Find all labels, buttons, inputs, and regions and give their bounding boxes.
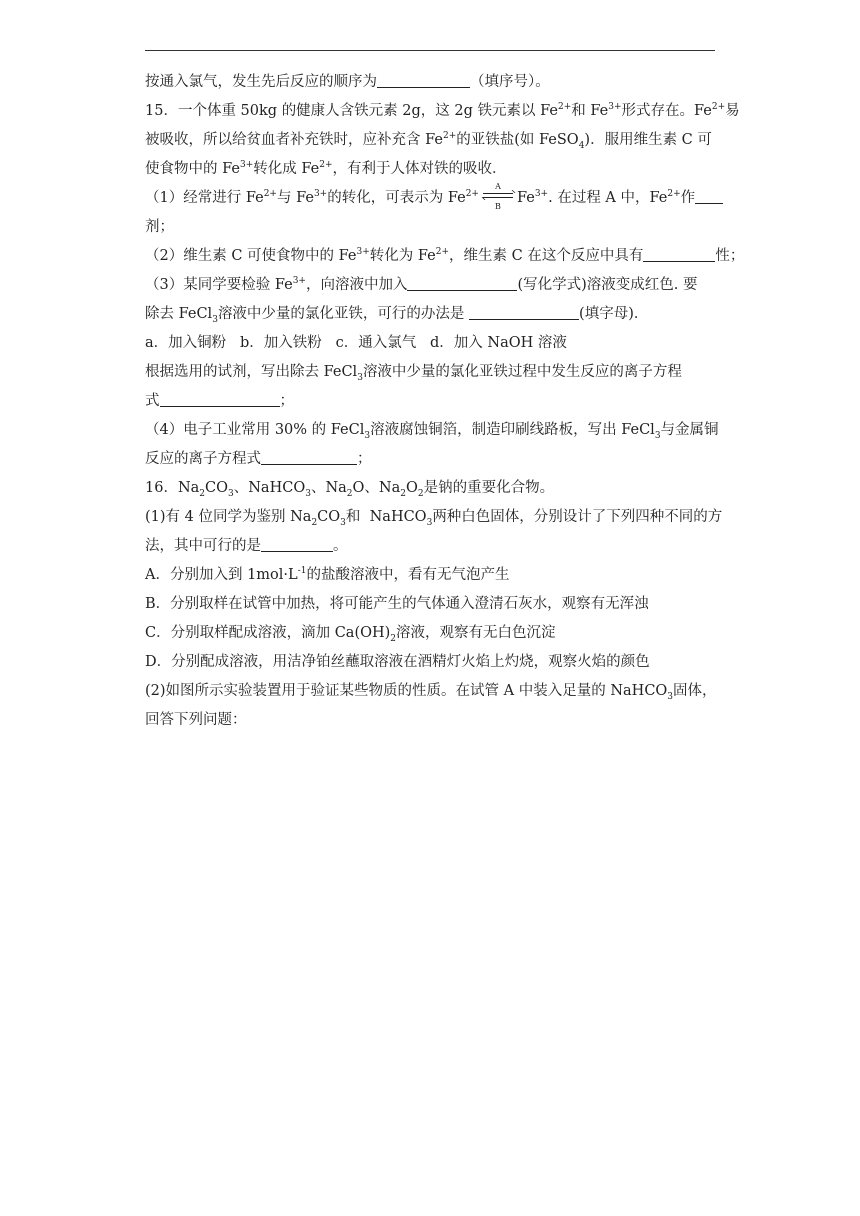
q15-part3-line-2 bbox=[145, 300, 720, 329]
arrow-label-bottom: B bbox=[495, 202, 501, 211]
sup: 3+ bbox=[292, 276, 306, 287]
q15-stem-line-3 bbox=[145, 155, 720, 184]
sup: 2+ bbox=[435, 247, 450, 258]
text: ，向溶液中加入 bbox=[305, 277, 408, 293]
text: (写化学式)溶液变成红色. 要 bbox=[517, 277, 698, 293]
option-C bbox=[145, 619, 720, 648]
text: 16．Na bbox=[145, 480, 200, 496]
sub: 2 bbox=[346, 488, 353, 499]
sub: 2 bbox=[390, 633, 397, 644]
sub: 3 bbox=[364, 430, 371, 441]
text: 、NaHCO bbox=[233, 480, 306, 496]
text: 溶液中少量的氯化亚铁过程中发生反应的离子方程 bbox=[362, 364, 682, 380]
text: CO bbox=[317, 509, 341, 525]
sup: 3+ bbox=[239, 160, 254, 171]
q16-part2-line-1 bbox=[145, 677, 720, 706]
sup: 3+ bbox=[534, 189, 549, 200]
q16-part1-line-1 bbox=[145, 503, 723, 532]
text: ； bbox=[279, 393, 294, 409]
sub: 2 bbox=[417, 488, 424, 499]
text: 易 bbox=[725, 103, 740, 119]
sub: 4 bbox=[578, 140, 585, 151]
text: 两种白色固体，分别设计了下列四种不同的方 bbox=[432, 509, 723, 525]
q15-part3-line-4 bbox=[145, 387, 720, 416]
text: 按通入氯气，发生先后反应的顺序为 bbox=[145, 74, 377, 90]
answer-blank[interactable] bbox=[261, 448, 357, 465]
option-D bbox=[145, 648, 720, 677]
sup: 2+ bbox=[558, 102, 572, 113]
text: A．分别加入到 1mol·L bbox=[145, 567, 298, 583]
sup: 2+ bbox=[465, 189, 479, 200]
q15-part3-line-1 bbox=[145, 271, 720, 300]
text: (填字母)． bbox=[579, 306, 649, 322]
sub: 2 bbox=[400, 488, 406, 499]
text: 式 bbox=[145, 393, 160, 409]
text: ，维生素 C 在这个反应中具有 bbox=[449, 248, 644, 264]
sup: 3+ bbox=[356, 247, 370, 258]
sup: 2+ bbox=[711, 102, 726, 113]
sub: 3 bbox=[357, 372, 363, 383]
text: 反应的离子方程式 bbox=[145, 451, 261, 467]
text: 被吸收，所以给贫血者补充铁时，应补充含 Fe bbox=[145, 132, 443, 148]
sub: 2 bbox=[199, 488, 206, 499]
text: （4）电子工业常用 30% 的 FeCl bbox=[145, 422, 365, 438]
text: 使食物中的 Fe bbox=[145, 161, 240, 177]
arrow-label-top: A bbox=[495, 182, 501, 191]
sup: 2+ bbox=[319, 160, 333, 171]
text: 根据选用的试剂，写出除去 FeCl bbox=[145, 364, 358, 380]
sub: 3 bbox=[426, 517, 433, 528]
text: （1）经常进行 Fe bbox=[145, 190, 264, 206]
q15-part3-line-3 bbox=[145, 358, 720, 387]
answer-blank[interactable] bbox=[261, 535, 333, 552]
text: 与 Fe bbox=[276, 190, 314, 206]
sub: 3 bbox=[667, 691, 674, 702]
sup: 3+ bbox=[313, 189, 328, 200]
text: 。 bbox=[333, 538, 348, 554]
sup: -1 bbox=[297, 566, 307, 577]
sub: 2 bbox=[311, 517, 318, 528]
text: B．分别取样在试管中加热，将可能产生的气体通入澄清石灰水，观察有无浑浊 bbox=[145, 596, 649, 612]
q15-stem-line-2 bbox=[145, 126, 720, 155]
text: （填序号）。 bbox=[470, 74, 550, 90]
sup: 2+ bbox=[263, 189, 277, 200]
text: 作 bbox=[680, 190, 696, 206]
text: 转化为 Fe bbox=[369, 248, 436, 264]
text: . 在过程 A 中，Fe bbox=[548, 190, 668, 206]
text: 和 Fe bbox=[571, 103, 609, 119]
text: 和 NaHCO bbox=[345, 509, 427, 525]
text: Fe bbox=[516, 190, 535, 206]
option-B bbox=[145, 590, 720, 619]
q14-tail-line bbox=[145, 68, 720, 97]
sup: 2+ bbox=[667, 189, 681, 200]
text: 性； bbox=[715, 248, 745, 264]
sup: 3+ bbox=[608, 102, 622, 113]
arrow-line bbox=[483, 193, 513, 194]
q16-stem-line bbox=[145, 474, 720, 503]
text: 转化成 Fe bbox=[253, 161, 320, 177]
q15-part1-line-2 bbox=[145, 213, 720, 242]
text: （3）某同学要检验 Fe bbox=[145, 277, 293, 293]
q15-stem-line-1 bbox=[145, 97, 740, 126]
answer-blank[interactable] bbox=[160, 390, 280, 407]
text: 是钠的重要化合物。 bbox=[423, 480, 555, 496]
answer-blank[interactable] bbox=[469, 303, 579, 320]
options-text: a．加入铜粉 b．加入铁粉 c．通入氯气 d．加入 NaOH 溶液 bbox=[145, 335, 567, 351]
text: 15．一个体重 50kg 的健康人含铁元素 2g，这 2g 铁元素以 Fe bbox=[145, 103, 558, 119]
text: 的盐酸溶液中，看有无气泡产生 bbox=[306, 567, 510, 583]
q16-part2-line-2 bbox=[145, 706, 720, 735]
q15-part4-line-2 bbox=[145, 445, 720, 474]
text: 法，其中可行的是 bbox=[145, 538, 261, 554]
q15-part2-line bbox=[145, 242, 745, 271]
sub: 3 bbox=[340, 517, 346, 528]
text: (2)如图所示实验装置用于验证某些物质的性质。在试管 A 中装入足量的 NaHCO bbox=[145, 683, 668, 699]
exam-page bbox=[145, 68, 745, 735]
text: ； bbox=[357, 451, 372, 467]
text: 与金属铜 bbox=[660, 422, 719, 438]
text: 溶液腐蚀铜箔，制造印刷线路板，写出 FeCl bbox=[370, 422, 655, 438]
sub: 3 bbox=[212, 314, 218, 325]
sub: 3 bbox=[228, 488, 234, 499]
text: ，有利于人体对铁的吸收． bbox=[332, 161, 507, 177]
text: 的亚铁盐(如 FeSO bbox=[456, 132, 579, 148]
answer-blank[interactable] bbox=[643, 245, 715, 262]
sup: 2+ bbox=[442, 131, 457, 142]
text: C．分别取样配成溶液，滴加 Ca(OH) bbox=[145, 625, 391, 641]
sub: 3 bbox=[654, 430, 661, 441]
text: 除去 FeCl bbox=[145, 306, 213, 322]
text: O bbox=[406, 480, 418, 496]
text: 、Na bbox=[310, 480, 347, 496]
header-rule bbox=[145, 50, 715, 51]
text: 回答下列问题： bbox=[145, 712, 247, 728]
text: )．服用维生素 C 可 bbox=[584, 132, 712, 148]
reversible-arrow-icon bbox=[481, 182, 515, 211]
text: 溶液中少量的氯化亚铁，可行的办法是 bbox=[217, 306, 470, 322]
text: O、Na bbox=[352, 480, 401, 496]
answer-blank[interactable] bbox=[377, 71, 470, 88]
text: 剂； bbox=[145, 219, 174, 235]
text: 固体， bbox=[673, 683, 717, 699]
text: 的转化，可表示为 Fe bbox=[327, 190, 466, 206]
sub: 3 bbox=[305, 488, 311, 499]
answer-blank[interactable] bbox=[407, 274, 517, 291]
option-A bbox=[145, 561, 720, 590]
text: 形式存在。Fe bbox=[621, 103, 712, 119]
q15-part4-line-1 bbox=[145, 416, 720, 445]
text: CO bbox=[205, 480, 229, 496]
q16-part1-line-2 bbox=[145, 532, 720, 561]
text: D．分别配成溶液，用洁净铂丝蘸取溶液在酒精灯火焰上灼烧，观察火焰的颜色 bbox=[145, 654, 650, 670]
q15-part3-options bbox=[145, 329, 720, 358]
text: （2）维生素 C 可使食物中的 Fe bbox=[145, 248, 357, 264]
text: (1)有 4 位同学为鉴别 Na bbox=[145, 509, 312, 525]
q15-part1-line-1 bbox=[145, 184, 720, 213]
text: 溶液，观察有无白色沉淀 bbox=[396, 625, 556, 641]
answer-blank[interactable] bbox=[695, 187, 723, 204]
